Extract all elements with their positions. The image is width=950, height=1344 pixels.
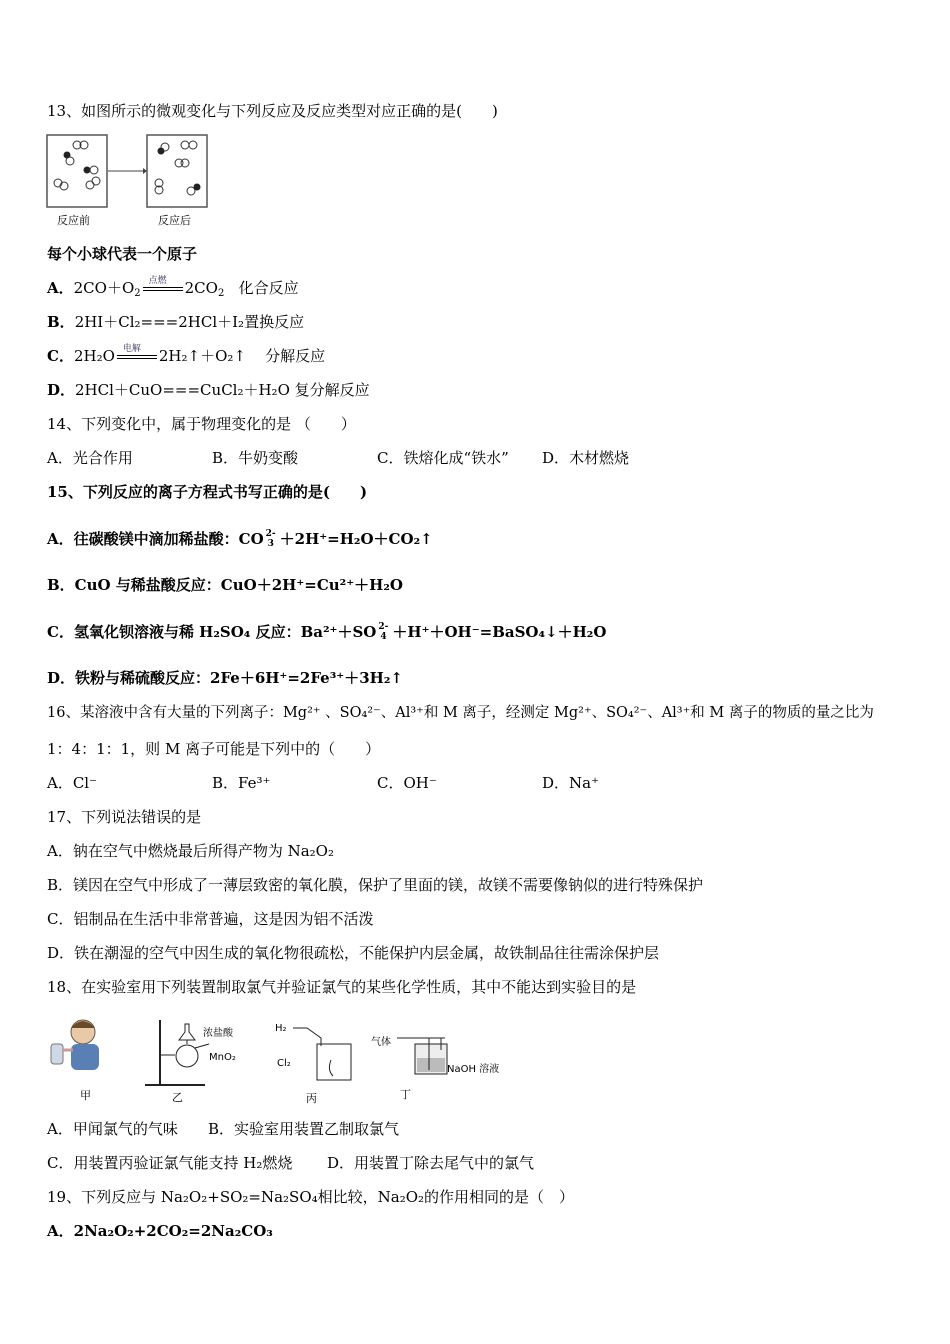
condition-text: 点燃 bbox=[148, 276, 167, 286]
q17-option-b[interactable]: B．镁因在空气中形成了一薄层致密的氧化膜，保护了里面的镁，故镁不需要像钠似的进行特殊保护 bbox=[47, 876, 704, 894]
ion-charge-value: 2- bbox=[265, 529, 276, 539]
q16-option-c[interactable]: C．OH⁻ bbox=[377, 774, 437, 792]
q18-stem: 18、在实验室用下列装置制取氯气并验证氯气的某些化学性质，其中不能达到实验目的是 bbox=[47, 978, 637, 996]
q18-label-mno2: MnO₂ bbox=[209, 1052, 236, 1063]
q18-label-ding: 丁 bbox=[400, 1088, 411, 1101]
q14-option-b[interactable]: B．牛奶变酸 bbox=[212, 449, 299, 467]
equation-left: 2CO＋O bbox=[73, 279, 135, 297]
q15-option-a[interactable] bbox=[47, 529, 433, 549]
q18-label-conc-hcl: 浓盐酸 bbox=[203, 1028, 233, 1039]
option-text-rest: ＋H⁺＋OH⁻=BaSO₄↓＋H₂O bbox=[392, 623, 607, 641]
option-text: A．往碳酸镁中滴加稀盐酸： bbox=[47, 530, 239, 548]
q18-option-a[interactable]: A．甲闻氯气的气味 bbox=[47, 1120, 178, 1138]
q13-note: 每个小球代表一个原子 bbox=[47, 245, 198, 263]
ion-subscript: 3 bbox=[267, 539, 274, 549]
q17-stem: 17、下列说法错误的是 bbox=[47, 808, 202, 826]
q19-option-a[interactable]: A．2Na₂O₂+2CO₂=2Na₂CO₃ bbox=[47, 1222, 273, 1240]
q14-option-a[interactable]: A．光合作用 bbox=[47, 449, 133, 467]
q15-option-b[interactable]: B．CuO 与稀盐酸反应：CuO＋2H⁺=Cu²⁺＋H₂O bbox=[47, 576, 403, 594]
q13-option-c[interactable] bbox=[47, 346, 325, 366]
q18-option-d[interactable]: D．用装置丁除去尾气中的氯气 bbox=[327, 1154, 535, 1172]
q13-fig-after-label: 反应后 bbox=[158, 214, 191, 227]
option-label: C． bbox=[47, 347, 74, 365]
q18-label-bing: 丙 bbox=[306, 1092, 317, 1105]
q18-label-jia: 甲 bbox=[80, 1089, 91, 1102]
q13-stem: 13、如图所示的微观变化与下列反应及反应类型对应正确的是( ) bbox=[47, 102, 498, 120]
q13-option-b[interactable] bbox=[47, 312, 304, 332]
q15-option-c[interactable] bbox=[47, 622, 606, 642]
reaction-condition bbox=[141, 276, 185, 295]
q16-option-d[interactable]: D．Na⁺ bbox=[542, 774, 600, 792]
ion-formula: CO bbox=[238, 530, 264, 548]
q13-option-d[interactable] bbox=[47, 380, 370, 400]
q15-stem: 15、下列反应的离子方程式书写正确的是( ) bbox=[47, 483, 368, 501]
q15-option-d[interactable]: D．铁粉与稀硫酸反应：2Fe＋6H⁺=2Fe³⁺＋3H₂↑ bbox=[47, 669, 403, 687]
q16-option-b[interactable]: B．Fe³⁺ bbox=[212, 774, 271, 792]
option-text: C．氢氧化钡溶液与稀 H₂SO₄ 反应：Ba²⁺＋SO bbox=[47, 623, 377, 641]
equation-right: 2H₂↑＋O₂↑ bbox=[158, 347, 246, 365]
reaction-type: 化合反应 bbox=[238, 279, 299, 297]
q17-option-a[interactable]: A．钠在空气中燃烧最后所得产物为 Na₂O₂ bbox=[47, 842, 334, 860]
option-text: 2HI＋Cl₂===2HCl＋I₂置换反应 bbox=[74, 313, 305, 331]
option-label: D． bbox=[47, 381, 76, 399]
q17-option-d[interactable]: D．铁在潮湿的空气中因生成的氧化物很疏松，不能保护内层金属，故铁制品往往需涂保护层 bbox=[47, 944, 660, 962]
q17-option-c[interactable]: C．铝制品在生活中非常普遍，这是因为铝不活泼 bbox=[47, 910, 374, 928]
q18-option-c[interactable]: C．用装置丙验证氯气能支持 H₂燃烧 bbox=[47, 1154, 293, 1172]
q16-option-a[interactable]: A．Cl⁻ bbox=[47, 774, 98, 792]
q18-label-cl2: Cl₂ bbox=[277, 1058, 291, 1069]
q14-option-d[interactable]: D．木材燃烧 bbox=[542, 449, 630, 467]
reaction-condition bbox=[115, 344, 159, 363]
q18-option-b[interactable]: B．实验室用装置乙制取氯气 bbox=[208, 1120, 400, 1138]
option-text: 2HCl＋CuO===CuCl₂＋H₂O 复分解反应 bbox=[75, 381, 370, 399]
q16-stem-line1: 16、某溶液中含有大量的下列离子：Mg²⁺ 、SO₄²⁻、Al³⁺和 M 离子，经测定 Mg²⁺、SO₄²⁻、Al³⁺和 M 离子的物质的量之比为 bbox=[47, 705, 874, 721]
q18-label-gas: 气体 bbox=[371, 1037, 391, 1048]
q18-label-h2: H₂ bbox=[275, 1023, 287, 1034]
q18-label-yi: 乙 bbox=[172, 1091, 183, 1104]
q18-label-naoh: NaOH 溶液 bbox=[447, 1064, 500, 1075]
ion-subscript: 4 bbox=[380, 632, 387, 642]
q19-stem: 19、下列反应与 Na₂O₂+SO₂=Na₂SO₄相比较，Na₂O₂的作用相同的是（ ） bbox=[47, 1188, 575, 1206]
q14-option-c[interactable]: C．铁熔化成“铁水” bbox=[377, 449, 509, 467]
q13-fig-before-label: 反应前 bbox=[57, 214, 90, 227]
option-label: B． bbox=[47, 313, 75, 331]
reaction-type: 分解反应 bbox=[265, 347, 326, 365]
q16-stem-line2: 1：4：1：1，则 M 离子可能是下列中的（ ） bbox=[47, 740, 381, 758]
q14-stem: 14、下列变化中，属于物理变化的是 （ ） bbox=[47, 415, 356, 433]
equation-left: 2H₂O bbox=[73, 347, 115, 365]
ion-charge-value: 2- bbox=[378, 622, 389, 632]
equation-right: 2CO bbox=[184, 279, 218, 297]
option-label: A． bbox=[47, 279, 74, 297]
option-text-rest: ＋2H⁺=H₂O＋CO₂↑ bbox=[279, 530, 433, 548]
q13-option-a[interactable]: A．$2CO+O_2$ 点燃 $2CO_2$ 化合反应 bbox=[47, 278, 299, 298]
condition-text: 电解 bbox=[122, 344, 141, 354]
